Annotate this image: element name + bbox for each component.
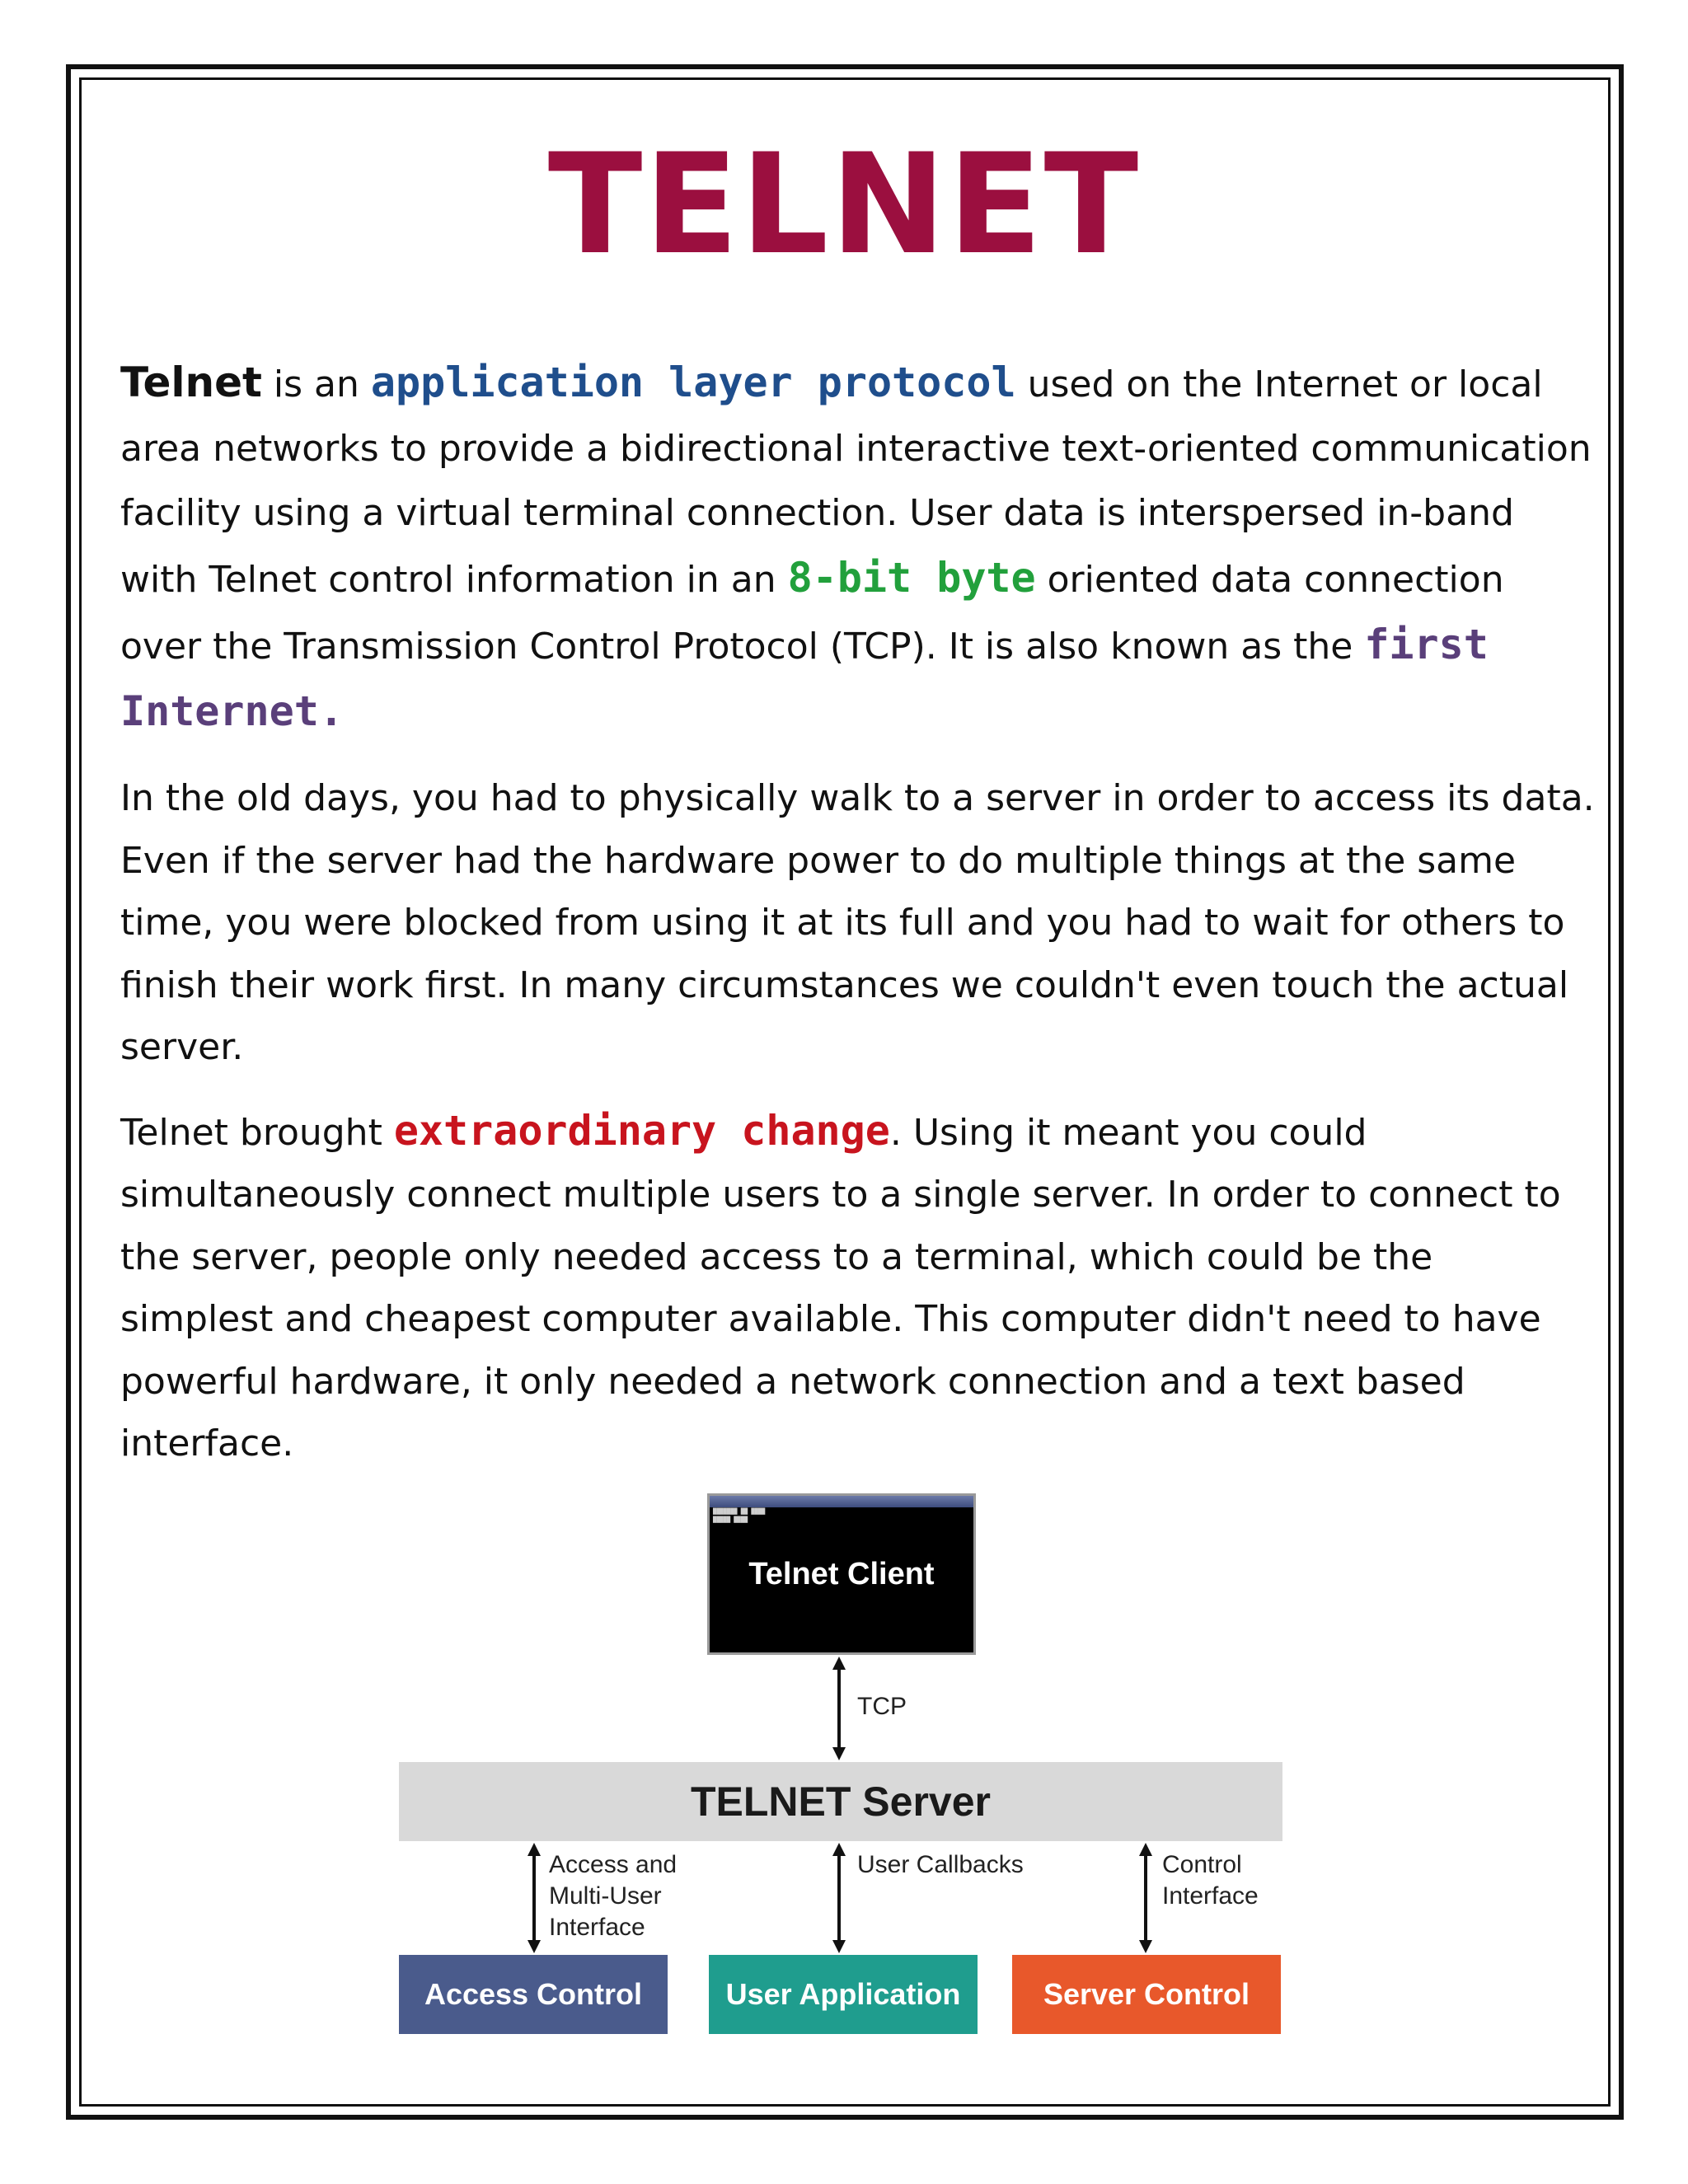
control-interface-label — [1162, 1849, 1259, 1912]
telnet-server-bar — [399, 1762, 1282, 1841]
server-control-box — [1012, 1955, 1281, 2034]
paragraph-history: In the old days, you had to physically walk to a server in order to access its data. Even if the server had the hardware power to do multiple things at the same time, you were blocked from using it at its full and you had to wait for others to finish their work first. In many circumstances we couldn't even touch the actual server. — [120, 777, 1595, 1068]
server-control-label: Server Control — [1043, 1977, 1250, 2011]
access-control-label: Access Control — [424, 1977, 643, 2011]
keyword-application-layer-protocol: application layer protocol — [370, 359, 1016, 406]
change-text-2: . Using it meant you could simultaneously connect multiple users to a single server. In order to connect to the server, people only needed access to a terminal, which could be the simplest and cheapest computer available. This computer didn't need to have powerful hardware, it only needed a network connection and a text based interface. — [120, 1111, 1561, 1465]
intro-text-2: used on the Internet or local area networks to provide a bidirectional interactive text-oriented communication facility using a virtual terminal connection. User data is interspersed in-band with Telnet control information in an — [120, 363, 1592, 601]
change-text-1: Telnet brought — [120, 1111, 394, 1154]
user-application-label: User Application — [725, 1977, 961, 2011]
intro-text-3: oriented data connection over the Transmission Control Protocol (TCP). It is also known as the — [120, 559, 1504, 668]
page-title: TELNET — [547, 124, 1141, 285]
terminal-text-line: ███████ ██ ████ — [713, 1508, 766, 1515]
control-label-line: Interface — [1162, 1882, 1259, 1910]
keyword-first-internet: first Internet. — [120, 621, 1489, 735]
terminal-text-line: █████ ████ — [713, 1516, 748, 1523]
keyword-telnet: Telnet — [120, 359, 262, 406]
telnet-client-label: Telnet Client — [748, 1557, 935, 1591]
access-control-box — [399, 1955, 668, 2034]
control-label-line: Control — [1162, 1851, 1242, 1878]
keyword-extraordinary-change: extraordinary change — [393, 1106, 890, 1155]
intro-text-1: is an — [261, 363, 371, 405]
telnet-server-label: TELNET Server — [690, 1779, 991, 1825]
tcp-label: TCP — [857, 1693, 907, 1720]
user-application-box — [709, 1955, 978, 2034]
user-callbacks-label: User Callbacks — [857, 1851, 1024, 1878]
access-label-line: Access and — [549, 1851, 678, 1878]
keyword-8-bit-byte: 8-bit byte — [787, 554, 1036, 602]
access-label-line: Multi-User — [549, 1882, 662, 1910]
access-interface-label — [549, 1849, 677, 1943]
access-label-line: Interface — [549, 1914, 645, 1941]
